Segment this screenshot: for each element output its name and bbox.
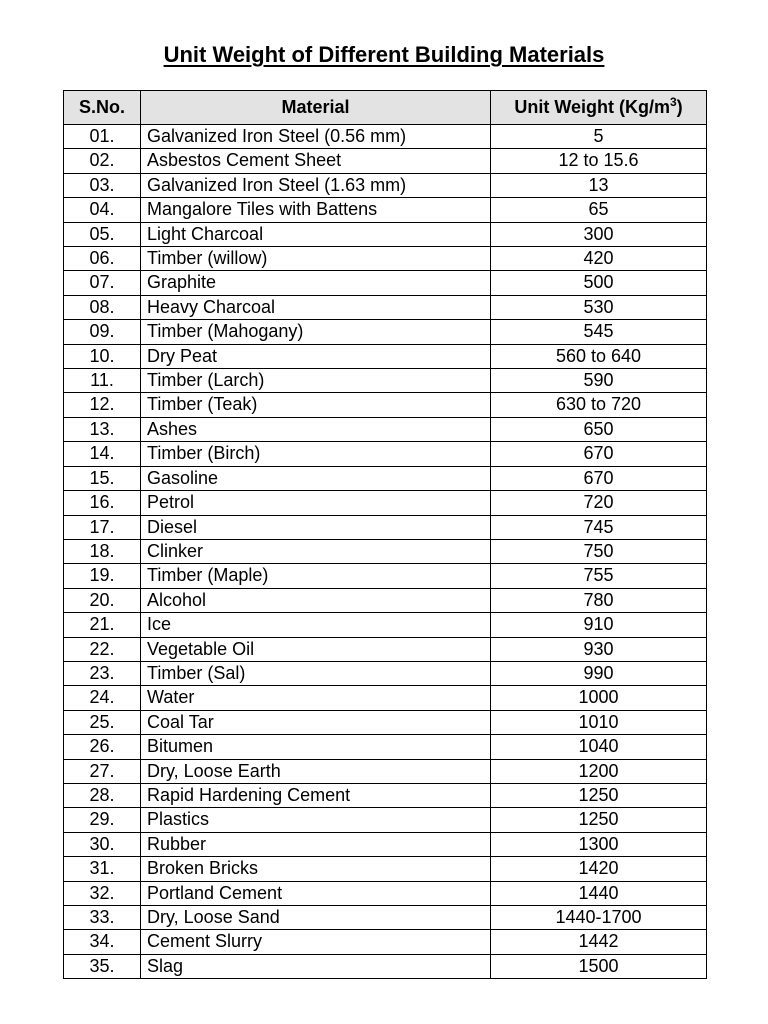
row-sno: 32. <box>64 881 141 905</box>
header-unit-weight-text: Unit Weight (Kg/m <box>514 97 670 117</box>
row-material: Cement Slurry <box>141 930 491 954</box>
row-unit-weight: 750 <box>491 539 707 563</box>
row-unit-weight: 910 <box>491 613 707 637</box>
row-material: Asbestos Cement Sheet <box>141 149 491 173</box>
row-sno: 25. <box>64 710 141 734</box>
unit-weight-table <box>63 90 707 979</box>
header-unit-weight-superscript: 3 <box>669 95 677 109</box>
table-row <box>64 295 707 319</box>
row-unit-weight: 630 to 720 <box>491 393 707 417</box>
table-row <box>64 881 707 905</box>
row-unit-weight: 755 <box>491 564 707 588</box>
row-unit-weight: 13 <box>491 173 707 197</box>
row-sno: 10. <box>64 344 141 368</box>
table-row <box>64 564 707 588</box>
row-unit-weight: 1440-1700 <box>491 906 707 930</box>
header-unit-weight-close: ) <box>676 97 683 117</box>
row-material: Galvanized Iron Steel (1.63 mm) <box>141 173 491 197</box>
row-unit-weight: 780 <box>491 588 707 612</box>
table-body <box>64 125 707 979</box>
row-sno: 15. <box>64 466 141 490</box>
row-unit-weight: 530 <box>491 295 707 319</box>
row-sno: 13. <box>64 417 141 441</box>
row-material: Timber (Sal) <box>141 661 491 685</box>
row-material: Gasoline <box>141 466 491 490</box>
row-unit-weight: 650 <box>491 417 707 441</box>
row-material: Vegetable Oil <box>141 637 491 661</box>
row-sno: 11. <box>64 369 141 393</box>
table-header <box>64 91 707 125</box>
table-row <box>64 759 707 783</box>
row-sno: 08. <box>64 295 141 319</box>
table-row <box>64 393 707 417</box>
table-row <box>64 930 707 954</box>
table-row <box>64 271 707 295</box>
row-unit-weight: 720 <box>491 491 707 515</box>
table-row <box>64 344 707 368</box>
table-row <box>64 954 707 978</box>
table-row <box>64 515 707 539</box>
row-material: Timber (Birch) <box>141 442 491 466</box>
row-material: Clinker <box>141 539 491 563</box>
table-row <box>64 637 707 661</box>
row-sno: 31. <box>64 857 141 881</box>
table-row <box>64 661 707 685</box>
row-sno: 01. <box>64 125 141 149</box>
row-unit-weight: 990 <box>491 661 707 685</box>
row-material: Alcohol <box>141 588 491 612</box>
row-material: Dry, Loose Earth <box>141 759 491 783</box>
row-sno: 02. <box>64 149 141 173</box>
row-sno: 20. <box>64 588 141 612</box>
row-sno: 26. <box>64 735 141 759</box>
row-unit-weight: 1250 <box>491 783 707 807</box>
header-row <box>64 91 707 125</box>
row-unit-weight: 930 <box>491 637 707 661</box>
row-unit-weight: 1040 <box>491 735 707 759</box>
row-sno: 06. <box>64 247 141 271</box>
row-sno: 23. <box>64 661 141 685</box>
header-unit-weight <box>491 91 707 125</box>
header-material: Material <box>141 91 491 125</box>
table-row <box>64 735 707 759</box>
table-row <box>64 686 707 710</box>
table-row <box>64 906 707 930</box>
table-row <box>64 613 707 637</box>
row-unit-weight: 560 to 640 <box>491 344 707 368</box>
page-title: Unit Weight of Different Building Materials <box>163 42 605 67</box>
table-row <box>64 198 707 222</box>
row-material: Dry Peat <box>141 344 491 368</box>
table-row <box>64 320 707 344</box>
table-row <box>64 808 707 832</box>
row-material: Rubber <box>141 832 491 856</box>
row-sno: 21. <box>64 613 141 637</box>
row-sno: 28. <box>64 783 141 807</box>
row-unit-weight: 1200 <box>491 759 707 783</box>
row-sno: 30. <box>64 832 141 856</box>
row-material: Light Charcoal <box>141 222 491 246</box>
row-sno: 24. <box>64 686 141 710</box>
row-unit-weight: 12 to 15.6 <box>491 149 707 173</box>
row-material: Heavy Charcoal <box>141 295 491 319</box>
row-unit-weight: 500 <box>491 271 707 295</box>
row-material: Timber (Maple) <box>141 564 491 588</box>
row-material: Ice <box>141 613 491 637</box>
row-sno: 27. <box>64 759 141 783</box>
row-unit-weight: 545 <box>491 320 707 344</box>
row-unit-weight: 1010 <box>491 710 707 734</box>
row-unit-weight: 1250 <box>491 808 707 832</box>
row-sno: 18. <box>64 539 141 563</box>
row-unit-weight: 745 <box>491 515 707 539</box>
row-sno: 03. <box>64 173 141 197</box>
table-row <box>64 417 707 441</box>
row-sno: 17. <box>64 515 141 539</box>
table-row <box>64 491 707 515</box>
row-unit-weight: 1420 <box>491 857 707 881</box>
row-material: Diesel <box>141 515 491 539</box>
row-material: Portland Cement <box>141 881 491 905</box>
table-row <box>64 442 707 466</box>
table-row <box>64 832 707 856</box>
row-sno: 12. <box>64 393 141 417</box>
row-material: Ashes <box>141 417 491 441</box>
row-sno: 16. <box>64 491 141 515</box>
row-material: Mangalore Tiles with Battens <box>141 198 491 222</box>
row-material: Water <box>141 686 491 710</box>
table-row <box>64 710 707 734</box>
row-unit-weight: 65 <box>491 198 707 222</box>
row-sno: 09. <box>64 320 141 344</box>
row-sno: 29. <box>64 808 141 832</box>
row-sno: 07. <box>64 271 141 295</box>
header-sno: S.No. <box>64 91 141 125</box>
table-row <box>64 222 707 246</box>
table-row <box>64 783 707 807</box>
row-sno: 22. <box>64 637 141 661</box>
row-material: Petrol <box>141 491 491 515</box>
row-sno: 33. <box>64 906 141 930</box>
row-material: Dry, Loose Sand <box>141 906 491 930</box>
table-row <box>64 173 707 197</box>
row-material: Galvanized Iron Steel (0.56 mm) <box>141 125 491 149</box>
row-material: Broken Bricks <box>141 857 491 881</box>
row-material: Timber (willow) <box>141 247 491 271</box>
row-sno: 19. <box>64 564 141 588</box>
row-material: Timber (Larch) <box>141 369 491 393</box>
table-row <box>64 857 707 881</box>
row-sno: 14. <box>64 442 141 466</box>
table-row <box>64 539 707 563</box>
row-sno: 05. <box>64 222 141 246</box>
row-material: Graphite <box>141 271 491 295</box>
row-material: Coal Tar <box>141 710 491 734</box>
row-material: Slag <box>141 954 491 978</box>
row-material: Plastics <box>141 808 491 832</box>
table-row <box>64 588 707 612</box>
row-sno: 04. <box>64 198 141 222</box>
row-unit-weight: 1000 <box>491 686 707 710</box>
row-unit-weight: 670 <box>491 466 707 490</box>
table-row <box>64 369 707 393</box>
table-row <box>64 466 707 490</box>
row-material: Rapid Hardening Cement <box>141 783 491 807</box>
row-unit-weight: 670 <box>491 442 707 466</box>
row-unit-weight: 420 <box>491 247 707 271</box>
table-row <box>64 125 707 149</box>
row-sno: 34. <box>64 930 141 954</box>
table-row <box>64 149 707 173</box>
row-unit-weight: 300 <box>491 222 707 246</box>
row-material: Bitumen <box>141 735 491 759</box>
row-unit-weight: 1442 <box>491 930 707 954</box>
row-material: Timber (Teak) <box>141 393 491 417</box>
row-unit-weight: 590 <box>491 369 707 393</box>
table-row <box>64 247 707 271</box>
row-unit-weight: 1440 <box>491 881 707 905</box>
row-material: Timber (Mahogany) <box>141 320 491 344</box>
row-sno: 35. <box>64 954 141 978</box>
row-unit-weight: 1500 <box>491 954 707 978</box>
row-unit-weight: 1300 <box>491 832 707 856</box>
row-unit-weight: 5 <box>491 125 707 149</box>
